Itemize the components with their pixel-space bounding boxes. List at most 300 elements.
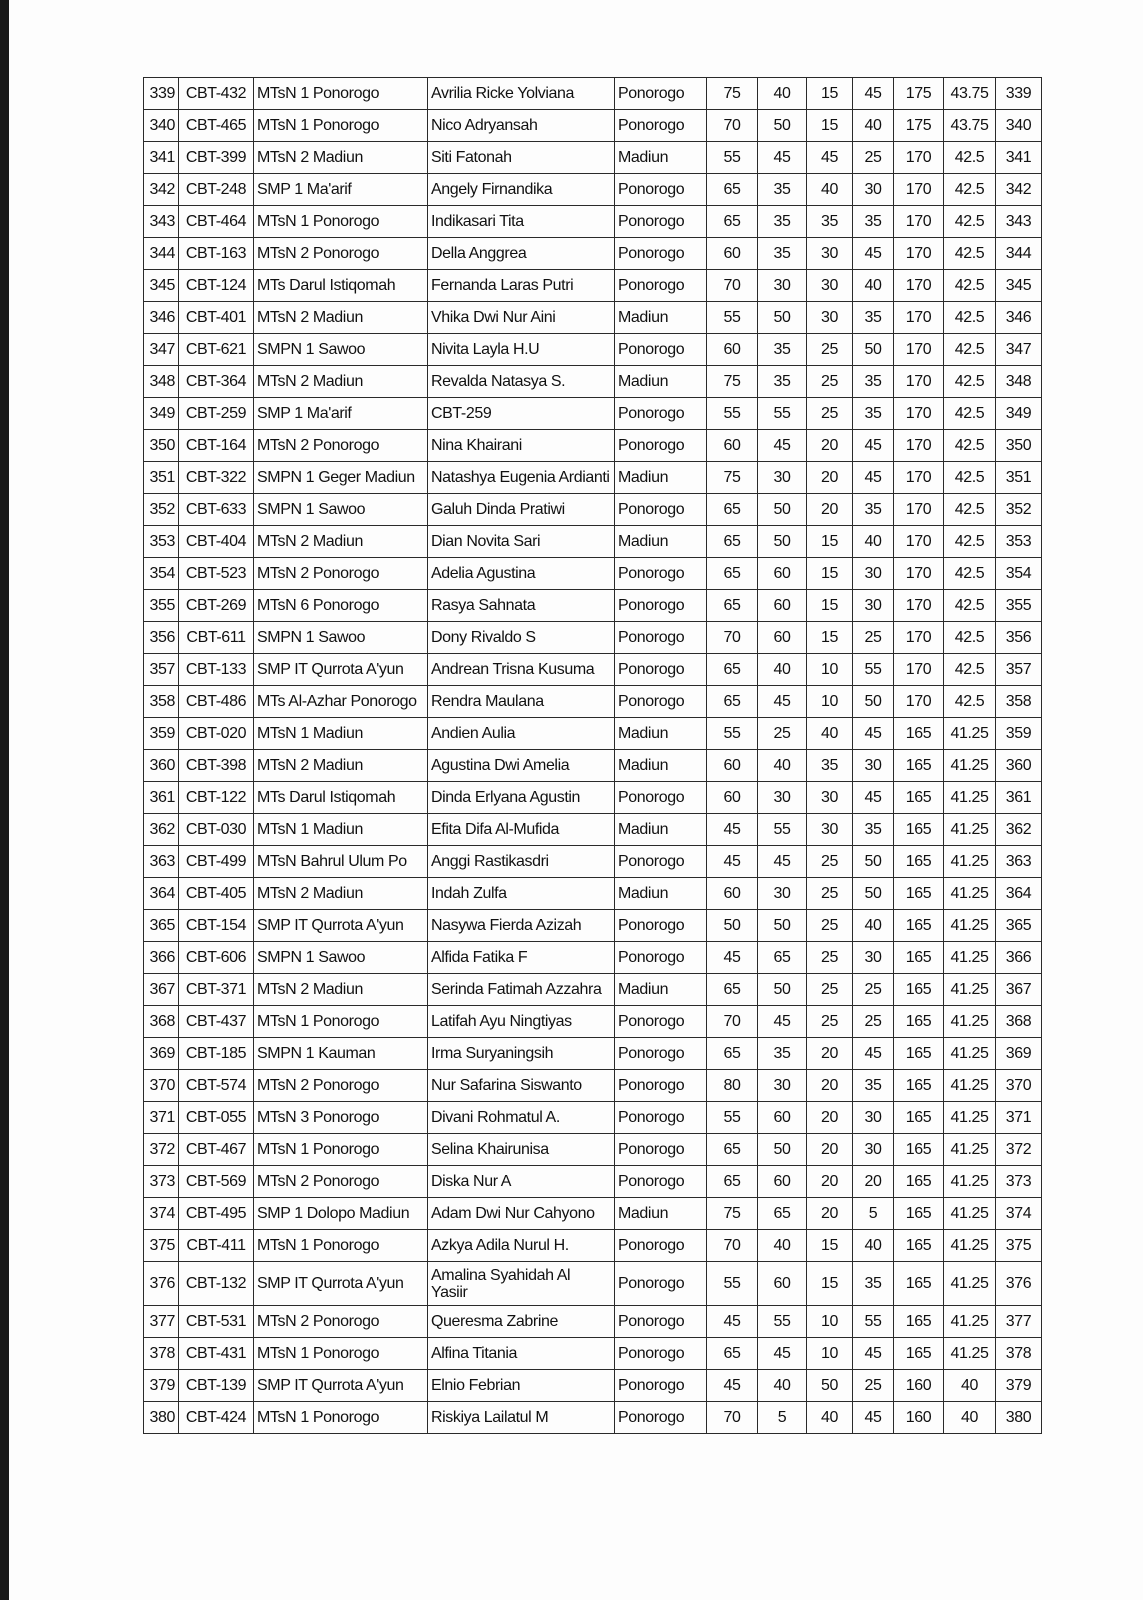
score-3-cell: 25	[807, 366, 853, 398]
city-cell: Madiun	[615, 718, 707, 750]
score-1-cell: 60	[707, 430, 758, 462]
score-3-cell: 15	[807, 1262, 853, 1306]
participant-code-cell: CBT-132	[179, 1262, 254, 1306]
participant-code-cell: CBT-401	[179, 302, 254, 334]
row-number-cell: 380	[144, 1402, 179, 1434]
city-cell: Madiun	[615, 814, 707, 846]
participant-code-cell: CBT-139	[179, 1370, 254, 1402]
score-3-cell: 45	[807, 142, 853, 174]
total-score-cell: 165	[894, 750, 944, 782]
total-score-cell: 165	[894, 1166, 944, 1198]
participant-code-cell: CBT-364	[179, 366, 254, 398]
rank-cell: 360	[996, 750, 1042, 782]
city-cell: Ponorogo	[615, 1038, 707, 1070]
table-row	[144, 1134, 1042, 1166]
score-1-cell: 70	[707, 622, 758, 654]
score-1-cell: 50	[707, 910, 758, 942]
score-2-cell: 40	[758, 78, 807, 110]
rank-cell: 353	[996, 526, 1042, 558]
participant-code-cell: CBT-523	[179, 558, 254, 590]
school-cell: MTsN 1 Ponorogo	[254, 1134, 428, 1166]
city-cell: Ponorogo	[615, 110, 707, 142]
score-2-cell: 35	[758, 174, 807, 206]
student-name-cell: Indikasari Tita	[428, 206, 615, 238]
score-4-cell: 35	[853, 366, 894, 398]
participant-code-cell: CBT-464	[179, 206, 254, 238]
score-2-cell: 50	[758, 494, 807, 526]
rank-cell: 356	[996, 622, 1042, 654]
score-1-cell: 65	[707, 1038, 758, 1070]
score-4-cell: 45	[853, 462, 894, 494]
row-number-cell: 351	[144, 462, 179, 494]
score-1-cell: 45	[707, 846, 758, 878]
score-4-cell: 50	[853, 878, 894, 910]
total-score-cell: 165	[894, 1134, 944, 1166]
participant-code-cell: CBT-437	[179, 1006, 254, 1038]
total-score-cell: 165	[894, 718, 944, 750]
row-number-cell: 339	[144, 78, 179, 110]
school-cell: SMP 1 Ma'arif	[254, 174, 428, 206]
score-3-cell: 40	[807, 174, 853, 206]
school-cell: SMP IT Qurrota A'yun	[254, 1262, 428, 1306]
total-score-cell: 170	[894, 654, 944, 686]
total-score-cell: 170	[894, 206, 944, 238]
score-1-cell: 65	[707, 590, 758, 622]
score-2-cell: 60	[758, 1262, 807, 1306]
city-cell: Madiun	[615, 974, 707, 1006]
rank-cell: 346	[996, 302, 1042, 334]
city-cell: Ponorogo	[615, 1070, 707, 1102]
score-4-cell: 35	[853, 398, 894, 430]
school-cell: MTsN 1 Ponorogo	[254, 110, 428, 142]
score-3-cell: 20	[807, 1038, 853, 1070]
row-number-cell: 364	[144, 878, 179, 910]
participant-code-cell: CBT-371	[179, 974, 254, 1006]
score-4-cell: 45	[853, 1402, 894, 1434]
score-3-cell: 20	[807, 494, 853, 526]
city-cell: Ponorogo	[615, 846, 707, 878]
row-number-cell: 352	[144, 494, 179, 526]
participant-code-cell: CBT-405	[179, 878, 254, 910]
student-name-cell: Adam Dwi Nur Cahyono	[428, 1198, 615, 1230]
score-3-cell: 30	[807, 270, 853, 302]
student-name-cell: Dian Novita Sari	[428, 526, 615, 558]
school-cell: SMPN 1 Sawoo	[254, 494, 428, 526]
school-cell: MTsN 6 Ponorogo	[254, 590, 428, 622]
score-1-cell: 55	[707, 142, 758, 174]
city-cell: Ponorogo	[615, 1006, 707, 1038]
student-name-cell: Queresma Zabrine	[428, 1306, 615, 1338]
score-3-cell: 20	[807, 1198, 853, 1230]
score-4-cell: 45	[853, 718, 894, 750]
results-table	[143, 77, 1042, 1434]
table-row	[144, 686, 1042, 718]
student-name-cell: Efita Difa Al-Mufida	[428, 814, 615, 846]
city-cell: Ponorogo	[615, 942, 707, 974]
table-row	[144, 846, 1042, 878]
total-score-cell: 165	[894, 974, 944, 1006]
score-4-cell: 30	[853, 174, 894, 206]
score-1-cell: 75	[707, 462, 758, 494]
row-number-cell: 363	[144, 846, 179, 878]
participant-code-cell: CBT-248	[179, 174, 254, 206]
score-1-cell: 70	[707, 270, 758, 302]
table-row	[144, 430, 1042, 462]
school-cell: MTsN 1 Ponorogo	[254, 1230, 428, 1262]
average-score-cell: 41.25	[944, 910, 996, 942]
row-number-cell: 373	[144, 1166, 179, 1198]
score-3-cell: 15	[807, 526, 853, 558]
score-3-cell: 40	[807, 1402, 853, 1434]
average-score-cell: 41.25	[944, 942, 996, 974]
table-row	[144, 1166, 1042, 1198]
average-score-cell: 43.75	[944, 78, 996, 110]
score-3-cell: 25	[807, 974, 853, 1006]
school-cell: MTsN 1 Madiun	[254, 814, 428, 846]
average-score-cell: 42.5	[944, 142, 996, 174]
total-score-cell: 170	[894, 366, 944, 398]
score-1-cell: 45	[707, 814, 758, 846]
average-score-cell: 41.25	[944, 1306, 996, 1338]
school-cell: SMP IT Qurrota A'yun	[254, 654, 428, 686]
school-cell: SMPN 1 Geger Madiun	[254, 462, 428, 494]
rank-cell: 351	[996, 462, 1042, 494]
score-3-cell: 25	[807, 398, 853, 430]
score-3-cell: 25	[807, 878, 853, 910]
score-4-cell: 30	[853, 558, 894, 590]
student-name-cell: Nur Safarina Siswanto	[428, 1070, 615, 1102]
table-row	[144, 1198, 1042, 1230]
score-4-cell: 45	[853, 1338, 894, 1370]
table-row	[144, 1370, 1042, 1402]
row-number-cell: 365	[144, 910, 179, 942]
table-row	[144, 398, 1042, 430]
average-score-cell: 41.25	[944, 846, 996, 878]
score-2-cell: 35	[758, 334, 807, 366]
total-score-cell: 160	[894, 1402, 944, 1434]
score-3-cell: 20	[807, 1070, 853, 1102]
participant-code-cell: CBT-185	[179, 1038, 254, 1070]
school-cell: SMPN 1 Sawoo	[254, 942, 428, 974]
student-name-cell: Andien Aulia	[428, 718, 615, 750]
school-cell: MTsN 2 Madiun	[254, 750, 428, 782]
score-4-cell: 55	[853, 654, 894, 686]
average-score-cell: 42.5	[944, 270, 996, 302]
participant-code-cell: CBT-621	[179, 334, 254, 366]
student-name-cell: Selina Khairunisa	[428, 1134, 615, 1166]
average-score-cell: 40	[944, 1370, 996, 1402]
table-row	[144, 878, 1042, 910]
rank-cell: 378	[996, 1338, 1042, 1370]
score-2-cell: 65	[758, 942, 807, 974]
total-score-cell: 170	[894, 334, 944, 366]
student-name-cell: Alfina Titania	[428, 1338, 615, 1370]
total-score-cell: 170	[894, 142, 944, 174]
city-cell: Ponorogo	[615, 494, 707, 526]
total-score-cell: 165	[894, 942, 944, 974]
table-row	[144, 334, 1042, 366]
average-score-cell: 42.5	[944, 494, 996, 526]
student-name-cell: Elnio Febrian	[428, 1370, 615, 1402]
total-score-cell: 165	[894, 1338, 944, 1370]
row-number-cell: 340	[144, 110, 179, 142]
row-number-cell: 358	[144, 686, 179, 718]
school-cell: MTsN 2 Ponorogo	[254, 430, 428, 462]
participant-code-cell: CBT-467	[179, 1134, 254, 1166]
rank-cell: 374	[996, 1198, 1042, 1230]
student-name-cell: Irma Suryaningsih	[428, 1038, 615, 1070]
average-score-cell: 42.5	[944, 398, 996, 430]
participant-code-cell: CBT-465	[179, 110, 254, 142]
participant-code-cell: CBT-163	[179, 238, 254, 270]
total-score-cell: 165	[894, 878, 944, 910]
average-score-cell: 42.5	[944, 526, 996, 558]
score-1-cell: 70	[707, 1402, 758, 1434]
score-2-cell: 50	[758, 910, 807, 942]
score-3-cell: 15	[807, 1230, 853, 1262]
student-name-cell: Natashya Eugenia Ardianti	[428, 462, 615, 494]
score-2-cell: 25	[758, 718, 807, 750]
table-row	[144, 782, 1042, 814]
score-2-cell: 35	[758, 206, 807, 238]
score-1-cell: 60	[707, 238, 758, 270]
score-4-cell: 40	[853, 110, 894, 142]
total-score-cell: 165	[894, 1198, 944, 1230]
table-row	[144, 462, 1042, 494]
total-score-cell: 170	[894, 494, 944, 526]
score-4-cell: 35	[853, 302, 894, 334]
score-3-cell: 35	[807, 206, 853, 238]
student-name-cell: Indah Zulfa	[428, 878, 615, 910]
participant-code-cell: CBT-133	[179, 654, 254, 686]
table-row	[144, 206, 1042, 238]
city-cell: Ponorogo	[615, 270, 707, 302]
rank-cell: 345	[996, 270, 1042, 302]
score-4-cell: 35	[853, 1070, 894, 1102]
table-row	[144, 622, 1042, 654]
participant-code-cell: CBT-269	[179, 590, 254, 622]
score-4-cell: 40	[853, 526, 894, 558]
score-3-cell: 20	[807, 462, 853, 494]
total-score-cell: 170	[894, 174, 944, 206]
student-name-cell: Nico Adryansah	[428, 110, 615, 142]
score-1-cell: 60	[707, 334, 758, 366]
school-cell: MTsN 2 Madiun	[254, 142, 428, 174]
score-4-cell: 35	[853, 1262, 894, 1306]
school-cell: MTsN 2 Madiun	[254, 302, 428, 334]
score-3-cell: 10	[807, 654, 853, 686]
average-score-cell: 42.5	[944, 302, 996, 334]
school-cell: SMP IT Qurrota A'yun	[254, 1370, 428, 1402]
score-2-cell: 45	[758, 686, 807, 718]
row-number-cell: 344	[144, 238, 179, 270]
row-number-cell: 353	[144, 526, 179, 558]
score-2-cell: 50	[758, 974, 807, 1006]
student-name-cell: Rasya Sahnata	[428, 590, 615, 622]
score-4-cell: 45	[853, 1038, 894, 1070]
score-2-cell: 30	[758, 782, 807, 814]
participant-code-cell: CBT-495	[179, 1198, 254, 1230]
score-3-cell: 30	[807, 814, 853, 846]
score-2-cell: 30	[758, 462, 807, 494]
city-cell: Ponorogo	[615, 1370, 707, 1402]
student-name-cell: Galuh Dinda Pratiwi	[428, 494, 615, 526]
score-2-cell: 60	[758, 590, 807, 622]
total-score-cell: 170	[894, 398, 944, 430]
student-name-cell: Diska Nur A	[428, 1166, 615, 1198]
city-cell: Ponorogo	[615, 174, 707, 206]
total-score-cell: 165	[894, 1006, 944, 1038]
rank-cell: 350	[996, 430, 1042, 462]
student-name-cell: Nina Khairani	[428, 430, 615, 462]
row-number-cell: 354	[144, 558, 179, 590]
student-name-cell: Nasywa Fierda Azizah	[428, 910, 615, 942]
score-2-cell: 40	[758, 1230, 807, 1262]
school-cell: MTsN 1 Madiun	[254, 718, 428, 750]
row-number-cell: 349	[144, 398, 179, 430]
city-cell: Ponorogo	[615, 686, 707, 718]
score-4-cell: 35	[853, 206, 894, 238]
score-2-cell: 40	[758, 654, 807, 686]
school-cell: MTsN 1 Ponorogo	[254, 78, 428, 110]
student-name-cell: Rendra Maulana	[428, 686, 615, 718]
total-score-cell: 165	[894, 910, 944, 942]
school-cell: MTsN 1 Ponorogo	[254, 1338, 428, 1370]
school-cell: MTsN 2 Ponorogo	[254, 1166, 428, 1198]
city-cell: Ponorogo	[615, 238, 707, 270]
school-cell: MTsN 1 Ponorogo	[254, 1402, 428, 1434]
total-score-cell: 170	[894, 430, 944, 462]
score-2-cell: 40	[758, 750, 807, 782]
score-2-cell: 5	[758, 1402, 807, 1434]
city-cell: Ponorogo	[615, 622, 707, 654]
total-score-cell: 165	[894, 782, 944, 814]
score-3-cell: 10	[807, 1338, 853, 1370]
row-number-cell: 360	[144, 750, 179, 782]
row-number-cell: 367	[144, 974, 179, 1006]
score-3-cell: 20	[807, 1102, 853, 1134]
score-3-cell: 25	[807, 846, 853, 878]
student-name-cell: Nivita Layla H.U	[428, 334, 615, 366]
table-row	[144, 750, 1042, 782]
score-2-cell: 30	[758, 878, 807, 910]
student-name-cell: Revalda Natasya S.	[428, 366, 615, 398]
school-cell: SMP 1 Dolopo Madiun	[254, 1198, 428, 1230]
table-row	[144, 590, 1042, 622]
row-number-cell: 374	[144, 1198, 179, 1230]
table-row	[144, 654, 1042, 686]
score-1-cell: 45	[707, 1370, 758, 1402]
score-1-cell: 80	[707, 1070, 758, 1102]
school-cell: MTsN Bahrul Ulum Po	[254, 846, 428, 878]
score-4-cell: 25	[853, 974, 894, 1006]
table-row	[144, 718, 1042, 750]
score-1-cell: 65	[707, 654, 758, 686]
score-1-cell: 60	[707, 878, 758, 910]
participant-code-cell: CBT-404	[179, 526, 254, 558]
table-row	[144, 110, 1042, 142]
school-cell: MTsN 3 Ponorogo	[254, 1102, 428, 1134]
score-4-cell: 50	[853, 334, 894, 366]
participant-code-cell: CBT-606	[179, 942, 254, 974]
average-score-cell: 42.5	[944, 654, 996, 686]
score-3-cell: 25	[807, 1006, 853, 1038]
score-2-cell: 55	[758, 1306, 807, 1338]
city-cell: Madiun	[615, 302, 707, 334]
score-3-cell: 10	[807, 686, 853, 718]
rank-cell: 375	[996, 1230, 1042, 1262]
score-1-cell: 65	[707, 686, 758, 718]
school-cell: MTsN 2 Madiun	[254, 974, 428, 1006]
score-3-cell: 25	[807, 942, 853, 974]
rank-cell: 362	[996, 814, 1042, 846]
row-number-cell: 355	[144, 590, 179, 622]
score-1-cell: 45	[707, 942, 758, 974]
school-cell: MTsN 2 Madiun	[254, 526, 428, 558]
score-4-cell: 45	[853, 238, 894, 270]
school-cell: MTs Darul Istiqomah	[254, 782, 428, 814]
score-4-cell: 30	[853, 750, 894, 782]
participant-code-cell: CBT-164	[179, 430, 254, 462]
score-2-cell: 65	[758, 1198, 807, 1230]
student-name-cell: Della Anggrea	[428, 238, 615, 270]
student-name-cell: Riskiya Lailatul M	[428, 1402, 615, 1434]
table-row	[144, 558, 1042, 590]
rank-cell: 368	[996, 1006, 1042, 1038]
rank-cell: 349	[996, 398, 1042, 430]
school-cell: SMP 1 Ma'arif	[254, 398, 428, 430]
score-1-cell: 55	[707, 718, 758, 750]
row-number-cell: 348	[144, 366, 179, 398]
average-score-cell: 41.25	[944, 1070, 996, 1102]
student-name-cell: Azkya Adila Nurul H.	[428, 1230, 615, 1262]
average-score-cell: 43.75	[944, 110, 996, 142]
row-number-cell: 346	[144, 302, 179, 334]
row-number-cell: 379	[144, 1370, 179, 1402]
average-score-cell: 41.25	[944, 718, 996, 750]
table-row	[144, 78, 1042, 110]
participant-code-cell: CBT-154	[179, 910, 254, 942]
student-name-cell: Vhika Dwi Nur Aini	[428, 302, 615, 334]
score-3-cell: 15	[807, 558, 853, 590]
participant-code-cell: CBT-424	[179, 1402, 254, 1434]
score-2-cell: 60	[758, 558, 807, 590]
city-cell: Ponorogo	[615, 398, 707, 430]
score-4-cell: 45	[853, 78, 894, 110]
average-score-cell: 41.25	[944, 1038, 996, 1070]
school-cell: MTs Darul Istiqomah	[254, 270, 428, 302]
total-score-cell: 175	[894, 78, 944, 110]
participant-code-cell: CBT-122	[179, 782, 254, 814]
average-score-cell: 42.5	[944, 430, 996, 462]
average-score-cell: 41.25	[944, 878, 996, 910]
score-1-cell: 45	[707, 1306, 758, 1338]
school-cell: MTsN 2 Ponorogo	[254, 558, 428, 590]
total-score-cell: 165	[894, 1262, 944, 1306]
score-1-cell: 65	[707, 558, 758, 590]
average-score-cell: 40	[944, 1402, 996, 1434]
total-score-cell: 170	[894, 686, 944, 718]
score-2-cell: 30	[758, 270, 807, 302]
table-row	[144, 1006, 1042, 1038]
total-score-cell: 170	[894, 270, 944, 302]
rank-cell: 343	[996, 206, 1042, 238]
school-cell: MTsN 2 Ponorogo	[254, 1306, 428, 1338]
score-1-cell: 65	[707, 174, 758, 206]
rank-cell: 376	[996, 1262, 1042, 1306]
average-score-cell: 41.25	[944, 1134, 996, 1166]
score-3-cell: 10	[807, 1306, 853, 1338]
